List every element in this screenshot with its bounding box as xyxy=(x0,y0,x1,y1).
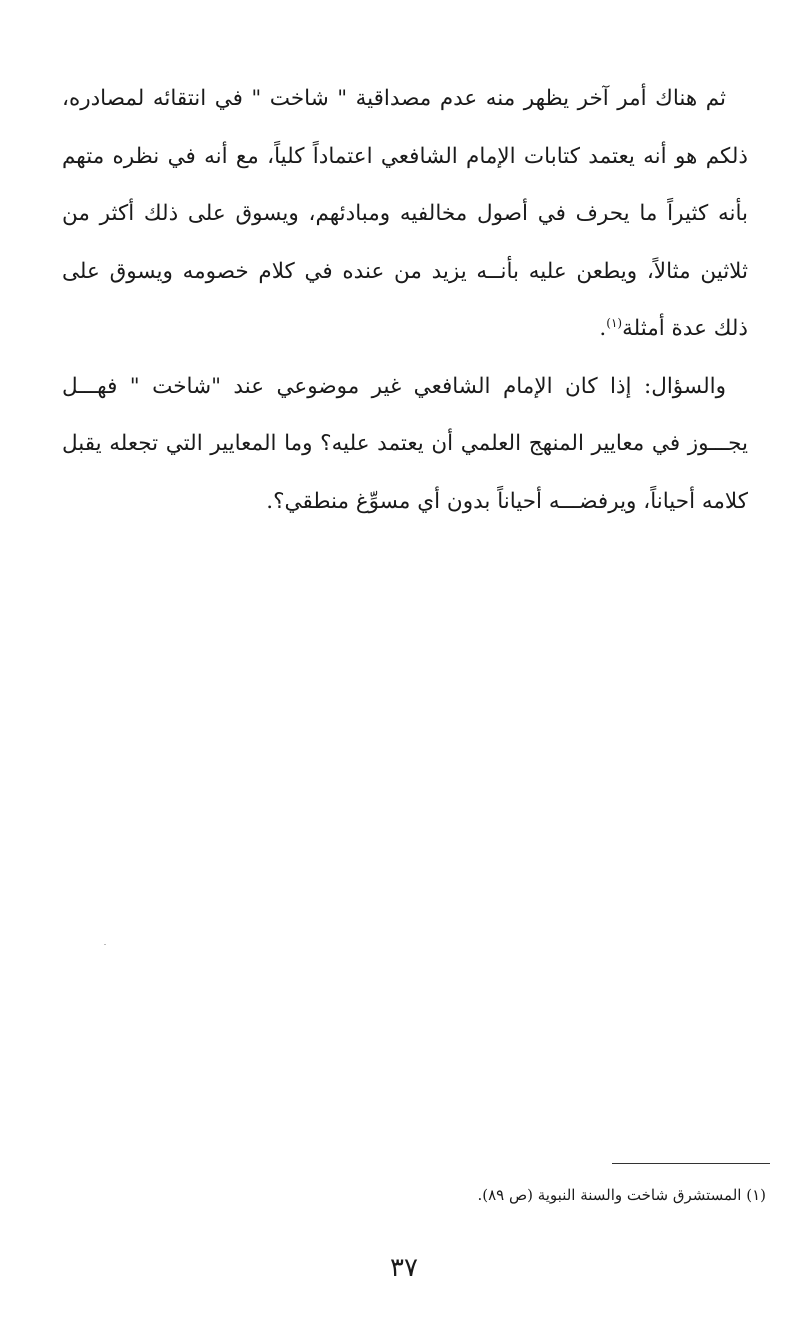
paragraph-1 xyxy=(62,70,748,358)
footnote xyxy=(66,1182,766,1208)
paragraph-2 xyxy=(62,358,748,531)
scan-speck xyxy=(104,944,106,945)
footnote-reference: (١) xyxy=(606,315,623,330)
paragraph-1-text: ثم هناك أمر آخر يظهر منه عدم مصداقية " شاخت " في انتقائه لمصادره، ذلكم هو أنه يعتمد كتابات الإمام الشافعي اعتماداً كلياً، مع أنه في نظره متهم بأنه كثيراً ما يحرف في أصول مخالفيه ومبادئهم، ويسوق على ذلك أكثر من ثلاثين مثالاً، ويطعن عليه بأنــه يزيد من عنده في كلام خصومه ويسوق على ذلك عدة أمثلة xyxy=(62,86,748,341)
main-text xyxy=(62,70,748,530)
paragraph-2-text: والسؤال: إذا كان الإمام الشافعي غير موضوعي عند "شاخت " فهـــل يجـــوز في معايير المنهج العلمي أن يعتمد عليه؟ وما المعايير التي تجعله يقبل كلامه أحياناً، ويرفضـــه أحياناً بدون أي مسوِّغ منطقي؟. xyxy=(62,373,748,514)
page-number: ٣٧ xyxy=(390,1253,418,1283)
footnote-text: (١) المستشرق شاخت والسنة النبوية (ص ٨٩). xyxy=(477,1186,766,1204)
footnote-separator xyxy=(612,1163,770,1164)
paragraph-1-end: . xyxy=(599,316,607,341)
